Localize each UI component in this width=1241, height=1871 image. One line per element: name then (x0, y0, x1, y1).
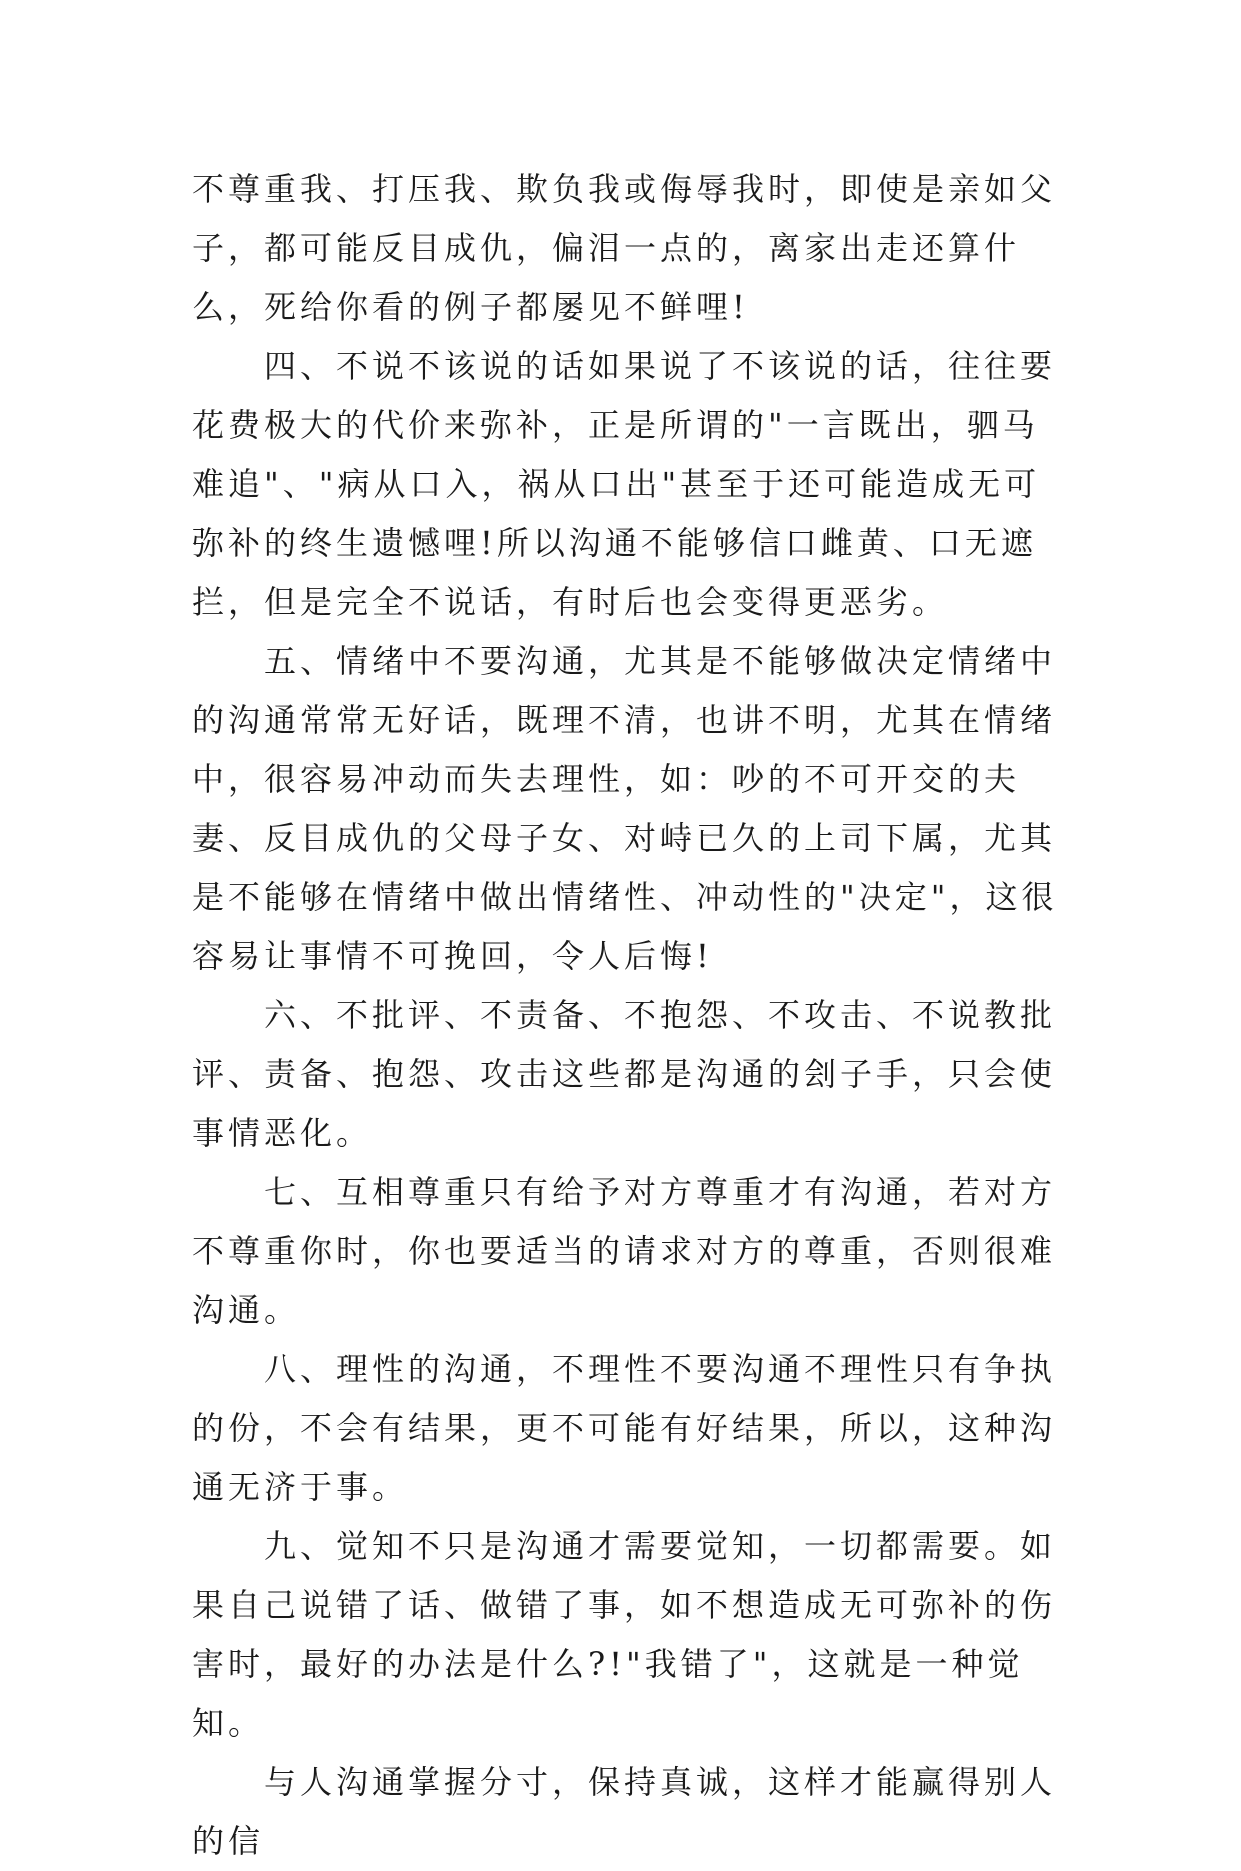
paragraph-point-6: 六、不批评、不责备、不抱怨、不攻击、不说教批评、责备、抱怨、攻击这些都是沟通的刽子手，只会使事情恶化。 (192, 996, 1057, 1152)
paragraph-closing: 与人沟通掌握分寸，保持真诚，这样才能赢得别人的信 (192, 1763, 1057, 1860)
paragraph-point-9: 九、觉知不只是沟通才需要觉知，一切都需要。如果自己说错了话、做错了事，如不想造成无可弥补的伤害时，最好的办法是什么?!"我错了"，这就是一种觉知。 (192, 1527, 1057, 1742)
paragraph-point-7: 七、互相尊重只有给予对方尊重才有沟通，若对方不尊重你时，你也要适当的请求对方的尊重，否则很难沟通。 (192, 1173, 1057, 1329)
paragraph-point-4: 四、不说不该说的话如果说了不该说的话，往往要花费极大的代价来弥补，正是所谓的"一言既出，驷马难追"、"病从口入，祸从口出"甚至于还可能造成无可弥补的终生遗憾哩!所以沟通不能够信口雌黄、口无遮拦，但是完全不说话，有时后也会变得更恶劣。 (192, 347, 1057, 621)
paragraph-continuation: 不尊重我、打压我、欺负我或侮辱我时，即使是亲如父子，都可能反目成仇，偏泪一点的，离家出走还算什么，死给你看的例子都屡见不鲜哩! (192, 170, 1057, 326)
paragraph-point-5: 五、情绪中不要沟通，尤其是不能够做决定情绪中的沟通常常无好话，既理不清，也讲不明，尤其在情绪中，很容易冲动而失去理性，如：吵的不可开交的夫妻、反目成仇的父母子女、对峙已久的上司下属，尤其是不能够在情绪中做出情绪性、冲动性的"决定"，这很容易让事情不可挽回，令人后悔! (192, 642, 1058, 975)
document-body (192, 160, 1072, 1871)
paragraph-point-8: 八、理性的沟通，不理性不要沟通不理性只有争执的份，不会有结果，更不可能有好结果，所以，这种沟通无济于事。 (192, 1350, 1057, 1506)
